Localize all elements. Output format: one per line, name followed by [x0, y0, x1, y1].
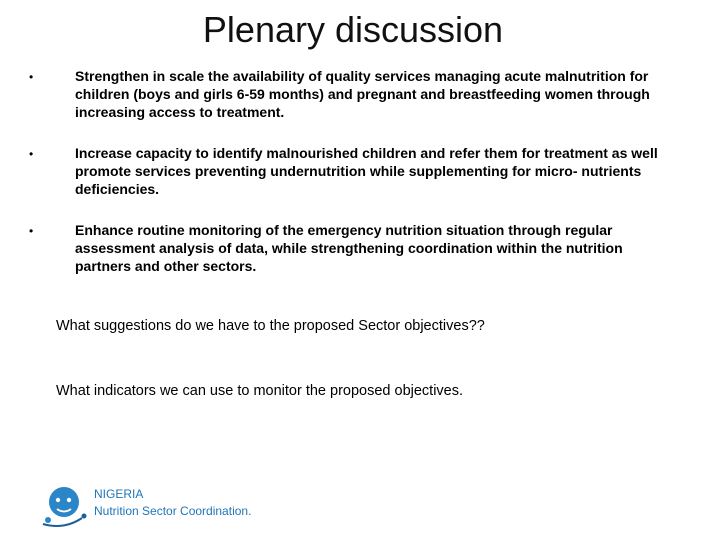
nutrition-cluster-logo-icon	[38, 480, 90, 530]
bullet-marker: •	[29, 224, 34, 238]
bullet-item	[20, 221, 670, 275]
bullet-item	[20, 67, 670, 121]
bullet-text: Strengthen in scale the availability of quality services managing acute malnutrition for children (boys and girls 6-59 months) and pregnant and breastfeeding women through increasing access to treatment.	[75, 68, 650, 120]
bullet-text: Increase capacity to identify malnourished children and refer them for treatment as well promote services preventing undernutrition while supplementing for micro- nutrients deficiencies.	[75, 145, 658, 197]
logo-country: NIGERIA	[94, 487, 144, 501]
bullet-item	[20, 144, 670, 198]
question-indicators: What indicators we can use to monitor the proposed objectives.	[56, 383, 464, 399]
bullet-text: Enhance routine monitoring of the emergency nutrition situation through regular assessment analysis of data, while strengthening coordination within the nutrition partners and other sectors.	[75, 222, 623, 274]
bullet-marker: •	[29, 147, 34, 161]
bullet-list	[20, 67, 670, 298]
bullet-marker: •	[29, 70, 34, 84]
logo-organization: Nutrition Sector Coordination.	[94, 504, 252, 518]
question-suggestions: What suggestions do we have to the proposed Sector objectives??	[56, 318, 485, 334]
footer-logo	[38, 480, 278, 530]
slide-title: Plenary discussion	[202, 9, 504, 50]
logo-text	[94, 486, 251, 520]
